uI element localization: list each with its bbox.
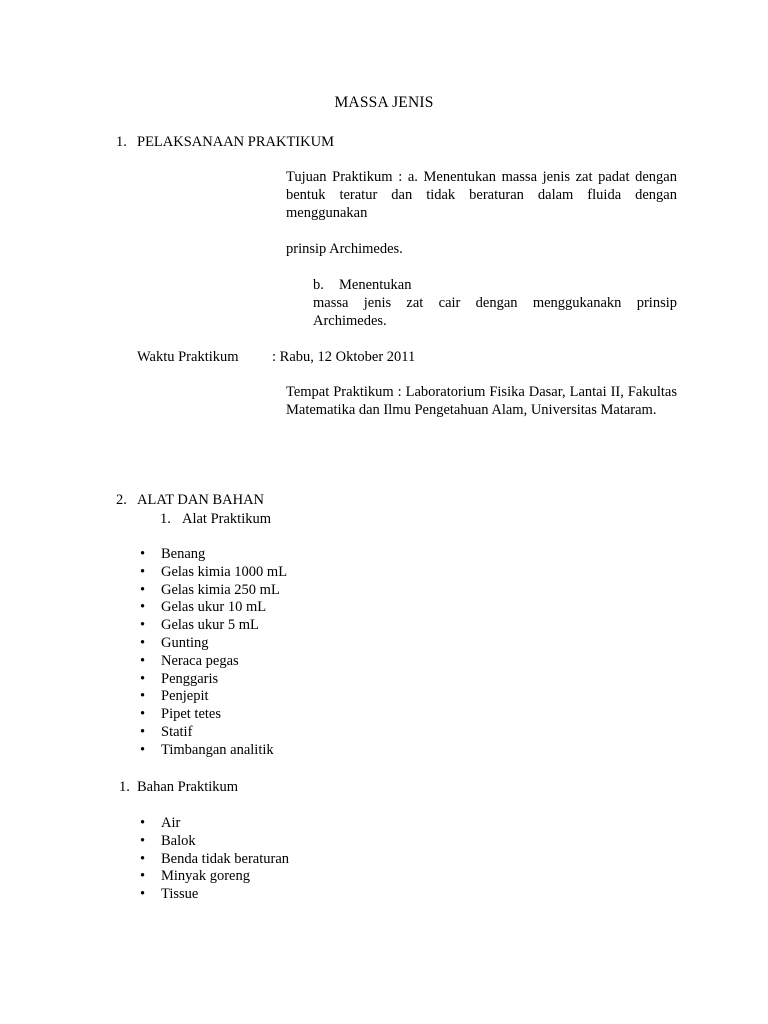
- bullet-icon: •: [140, 617, 146, 634]
- tujuan-b-heading: Menentukan: [339, 277, 412, 293]
- bahan-heading: Bahan Praktikum: [137, 779, 239, 795]
- section-1-number: 1.: [116, 134, 127, 150]
- section-2-heading: ALAT DAN BAHAN: [137, 492, 265, 508]
- alat-item-text: Gelas kimia 250 mL: [161, 581, 280, 598]
- bullet-icon: •: [140, 868, 146, 885]
- alat-item-text: Neraca pegas: [161, 652, 239, 669]
- alat-item-text: Gelas ukur 5 mL: [161, 617, 259, 634]
- bullet-icon: •: [140, 741, 146, 758]
- bahan-number: 1.: [119, 779, 130, 795]
- alat-item-text: Benang: [161, 546, 206, 562]
- bahan-item-text: Tissue: [161, 886, 199, 903]
- tujuan-b-label: b.: [313, 277, 324, 293]
- bullet-icon: •: [140, 581, 146, 598]
- page-title: MASSA JENIS: [334, 94, 434, 111]
- alat-item-text: Pipet tetes: [161, 706, 222, 723]
- alat-item: [0, 616, 768, 634]
- alat-item: [0, 670, 768, 688]
- alat-item-text: Gelas ukur 10 mL: [161, 599, 267, 616]
- bullet-icon: •: [140, 563, 146, 580]
- bullet-icon: •: [140, 546, 146, 562]
- section-1-heading: PELAKSANAAN PRAKTIKUM: [137, 134, 334, 150]
- bullet-icon: •: [140, 832, 146, 849]
- alat-item-text: Penjepit: [161, 688, 209, 705]
- alat-item: [0, 705, 768, 723]
- bullet-icon: •: [140, 723, 146, 740]
- bahan-item: [0, 832, 768, 850]
- alat-item-text: Gelas kimia 1000 mL: [161, 563, 288, 580]
- bullet-icon: •: [140, 850, 146, 867]
- bullet-icon: •: [140, 670, 146, 687]
- bahan-item-text: Benda tidak beraturan: [161, 850, 290, 867]
- waktu-value: : Rabu, 12 Oktober 2011: [272, 349, 416, 365]
- bahan-item-text: Minyak goreng: [161, 868, 250, 885]
- bullet-icon: •: [140, 634, 146, 651]
- bahan-item: [0, 867, 768, 885]
- alat-item-text: Penggaris: [161, 670, 219, 687]
- bahan-item: [0, 885, 768, 903]
- bahan-item-text: Air: [161, 815, 181, 831]
- bahan-item: [0, 814, 768, 832]
- alat-item: [0, 581, 768, 599]
- alat-item: [0, 598, 768, 616]
- bullet-icon: •: [140, 599, 146, 616]
- bullet-icon: •: [140, 815, 146, 831]
- bahan-item: [0, 850, 768, 868]
- alat-item: [0, 652, 768, 670]
- alat-heading: Alat Praktikum: [182, 511, 272, 527]
- bullet-icon: •: [140, 688, 146, 705]
- alat-item-text: Gunting: [161, 634, 209, 651]
- alat-item-text: Timbangan analitik: [161, 741, 274, 758]
- tujuan-continuation: prinsip Archimedes.: [286, 241, 403, 257]
- alat-item-text: Statif: [161, 723, 193, 740]
- alat-item: [0, 723, 768, 741]
- bullet-icon: •: [140, 706, 146, 723]
- bullet-icon: •: [140, 886, 146, 903]
- tujuan-paragraph: Tujuan Praktikum : a. Menentukan massa jenis zat padat dengan bentuk teratur dan tidak beraturan dalam fluida dengan menggunakan: [286, 169, 677, 221]
- tempat-paragraph: Tempat Praktikum : Laboratorium Fisika Dasar, Lantai II, Fakultas Matematika dan Ilmu Pengetahuan Alam, Universitas Mataram.: [286, 384, 677, 418]
- alat-number: 1.: [160, 511, 171, 527]
- alat-item: [0, 687, 768, 705]
- alat-item: [0, 634, 768, 652]
- bahan-list: [0, 814, 768, 903]
- bullet-icon: •: [140, 652, 146, 669]
- alat-item: [0, 545, 768, 563]
- section-2-number: 2.: [116, 492, 127, 508]
- waktu-label: Waktu Praktikum: [137, 349, 239, 365]
- tujuan-b-text: massa jenis zat cair dengan menggukanakn prinsip Archimedes.: [313, 295, 677, 329]
- alat-item: [0, 563, 768, 581]
- alat-item: [0, 741, 768, 759]
- alat-list: [0, 545, 768, 759]
- bahan-item-text: Balok: [161, 832, 196, 849]
